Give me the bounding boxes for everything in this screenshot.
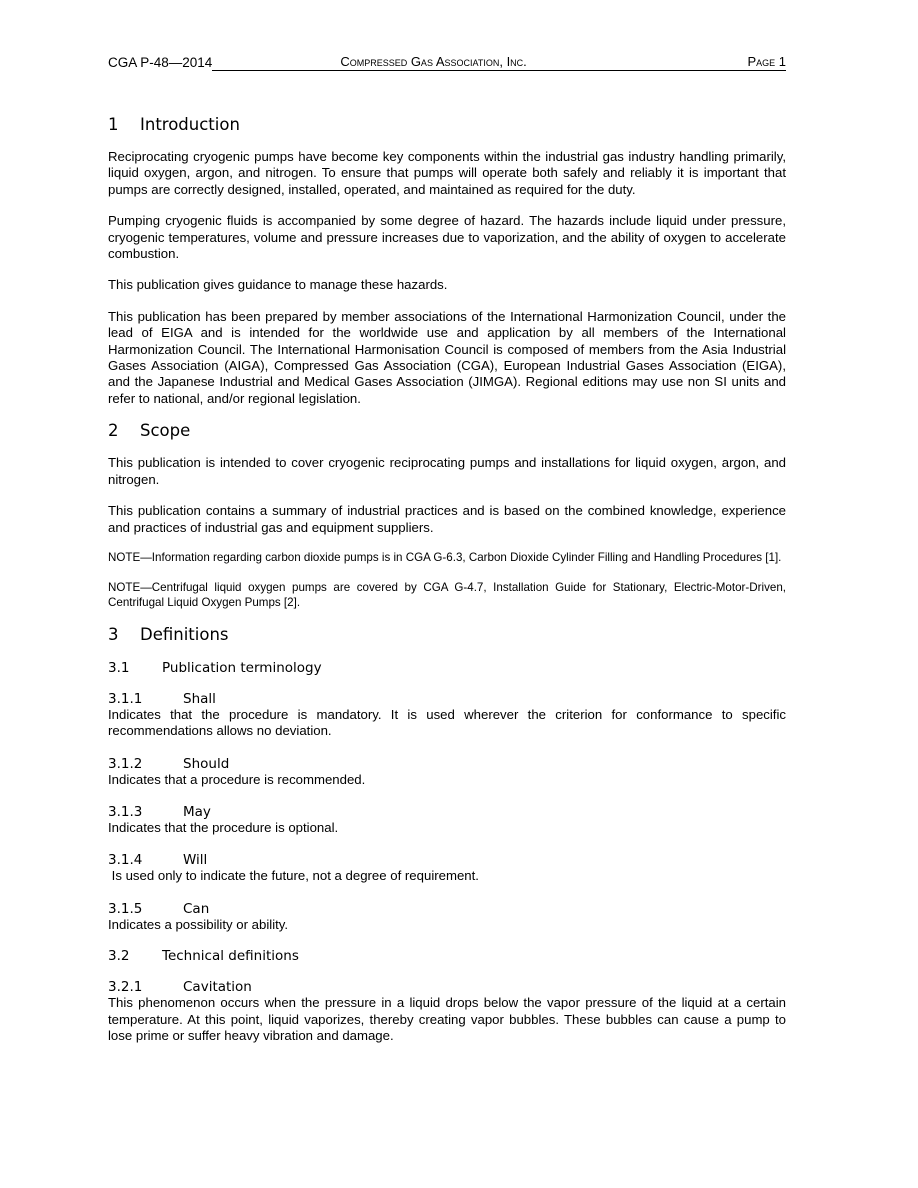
definition-number: 3.2.1 xyxy=(108,979,143,996)
section-number: 2 xyxy=(108,421,119,441)
header-page-label: Page 1 xyxy=(747,54,786,69)
header-rule xyxy=(527,54,748,71)
document-page xyxy=(108,52,786,1044)
definition-term: Should xyxy=(183,755,230,772)
header-rule xyxy=(212,54,340,71)
section-heading xyxy=(108,421,786,441)
definition-number: 3.1.2 xyxy=(108,755,143,772)
section-title: Scope xyxy=(140,421,191,441)
running-header xyxy=(108,52,786,71)
definition-term: May xyxy=(183,803,211,820)
definition-term: Can xyxy=(183,900,210,917)
definition-number: 3.1.3 xyxy=(108,803,143,820)
definition-number: 3.1.5 xyxy=(108,900,143,917)
subsection-title: Technical definitions xyxy=(162,948,299,965)
definition-term: Cavitation xyxy=(183,979,252,996)
paragraph: Reciprocating cryogenic pumps have become key components within the industrial gas industry handling primarily, liquid oxygen, argon, and nitrogen. To ensure that pumps will operate both safely and reliably it is important that pumps are correctly designed, installed, operated, and maintained as required for the duty. xyxy=(108,149,786,197)
definition-text: Is used only to indicate the future, not a degree of requirement. xyxy=(108,868,479,884)
definition-number: 3.1.4 xyxy=(108,852,143,869)
paragraph: This publication is intended to cover cryogenic reciprocating pumps and installations for liquid oxygen, argon, and nitrogen. xyxy=(108,455,786,487)
definition-heading xyxy=(108,852,786,868)
definition-text: Indicates that the procedure is optional. xyxy=(108,819,339,835)
section-number: 1 xyxy=(108,115,119,134)
definition-text: Indicates a possibility or ability. xyxy=(108,916,289,932)
section-title: Definitions xyxy=(140,624,229,644)
definition-heading xyxy=(108,901,786,917)
paragraph: Pumping cryogenic fluids is accompanied by some degree of hazard. The hazards include liquid under pressure, cryogenic temperatures, volume and pressure increases due to vaporization, and the ability of oxygen to accelerate combustion. xyxy=(108,213,786,262)
definition-number: 3.1.1 xyxy=(108,690,143,707)
definition-text: This phenomenon occurs when the pressure in a liquid drops below the vapor pressure of the liquid at a certain temperature. At this point, liquid vaporizes, thereby creating vapor bubbles. These bubbles can cause a pump to lose prime or suffer heavy vibration and damage. xyxy=(108,995,786,1043)
section-heading xyxy=(108,115,786,135)
paragraph: This publication contains a summary of industrial practices and is based on the combined knowledge, experience and practices of industrial gas and equipment suppliers. xyxy=(108,503,786,535)
paragraph: This publication has been prepared by member associations of the International Harmonization Council, under the lead of EIGA and is intended for the worldwide use and application by all members of the International Harmonization Council. The International Harmonisation Council is composed of members from the Asia Industrial Gases Association (AIGA), Compressed Gas Association (CGA), European Industrial Gases Association (EIGA), and the Japanese Industrial and Medical Gases Association (JIMGA). Regional editions may use non SI units and refer to national, and/or regional legislation. xyxy=(108,308,786,406)
definition-heading xyxy=(108,979,786,995)
definition-heading xyxy=(108,691,786,707)
section-number: 3 xyxy=(108,624,119,644)
subsection-number: 3.2 xyxy=(108,948,130,965)
subsection-title: Publication terminology xyxy=(162,659,322,676)
note: NOTE—Information regarding carbon dioxide pumps is in CGA G-6.3, Carbon Dioxide Cylinder Filling and Handling Procedures [1]. xyxy=(108,550,782,564)
note: NOTE—Centrifugal liquid oxygen pumps are covered by CGA G-4.7, Installation Guide for Stationary, Electric-Motor-Driven, Centrifugal Liquid Oxygen Pumps [2]. xyxy=(108,580,786,610)
subsection-heading xyxy=(108,659,786,677)
header-publisher: Compressed Gas Association, Inc. xyxy=(340,54,527,69)
paragraph: This publication gives guidance to manage these hazards. xyxy=(108,277,448,293)
subsection-number: 3.1 xyxy=(108,659,130,676)
definition-text: Indicates that a procedure is recommended. xyxy=(108,771,366,787)
definition-heading xyxy=(108,804,786,820)
definition-term: Shall xyxy=(183,690,216,707)
definition-term: Will xyxy=(183,852,208,869)
header-doc-id: CGA P-48—2014 xyxy=(108,55,213,70)
section-heading xyxy=(108,625,786,645)
definition-heading xyxy=(108,756,786,772)
definition-text: Indicates that the procedure is mandatory. It is used wherever the criterion for conformance to specific recommendations allows no deviation. xyxy=(108,706,786,739)
section-title: Introduction xyxy=(140,115,240,134)
subsection-heading xyxy=(108,947,786,965)
